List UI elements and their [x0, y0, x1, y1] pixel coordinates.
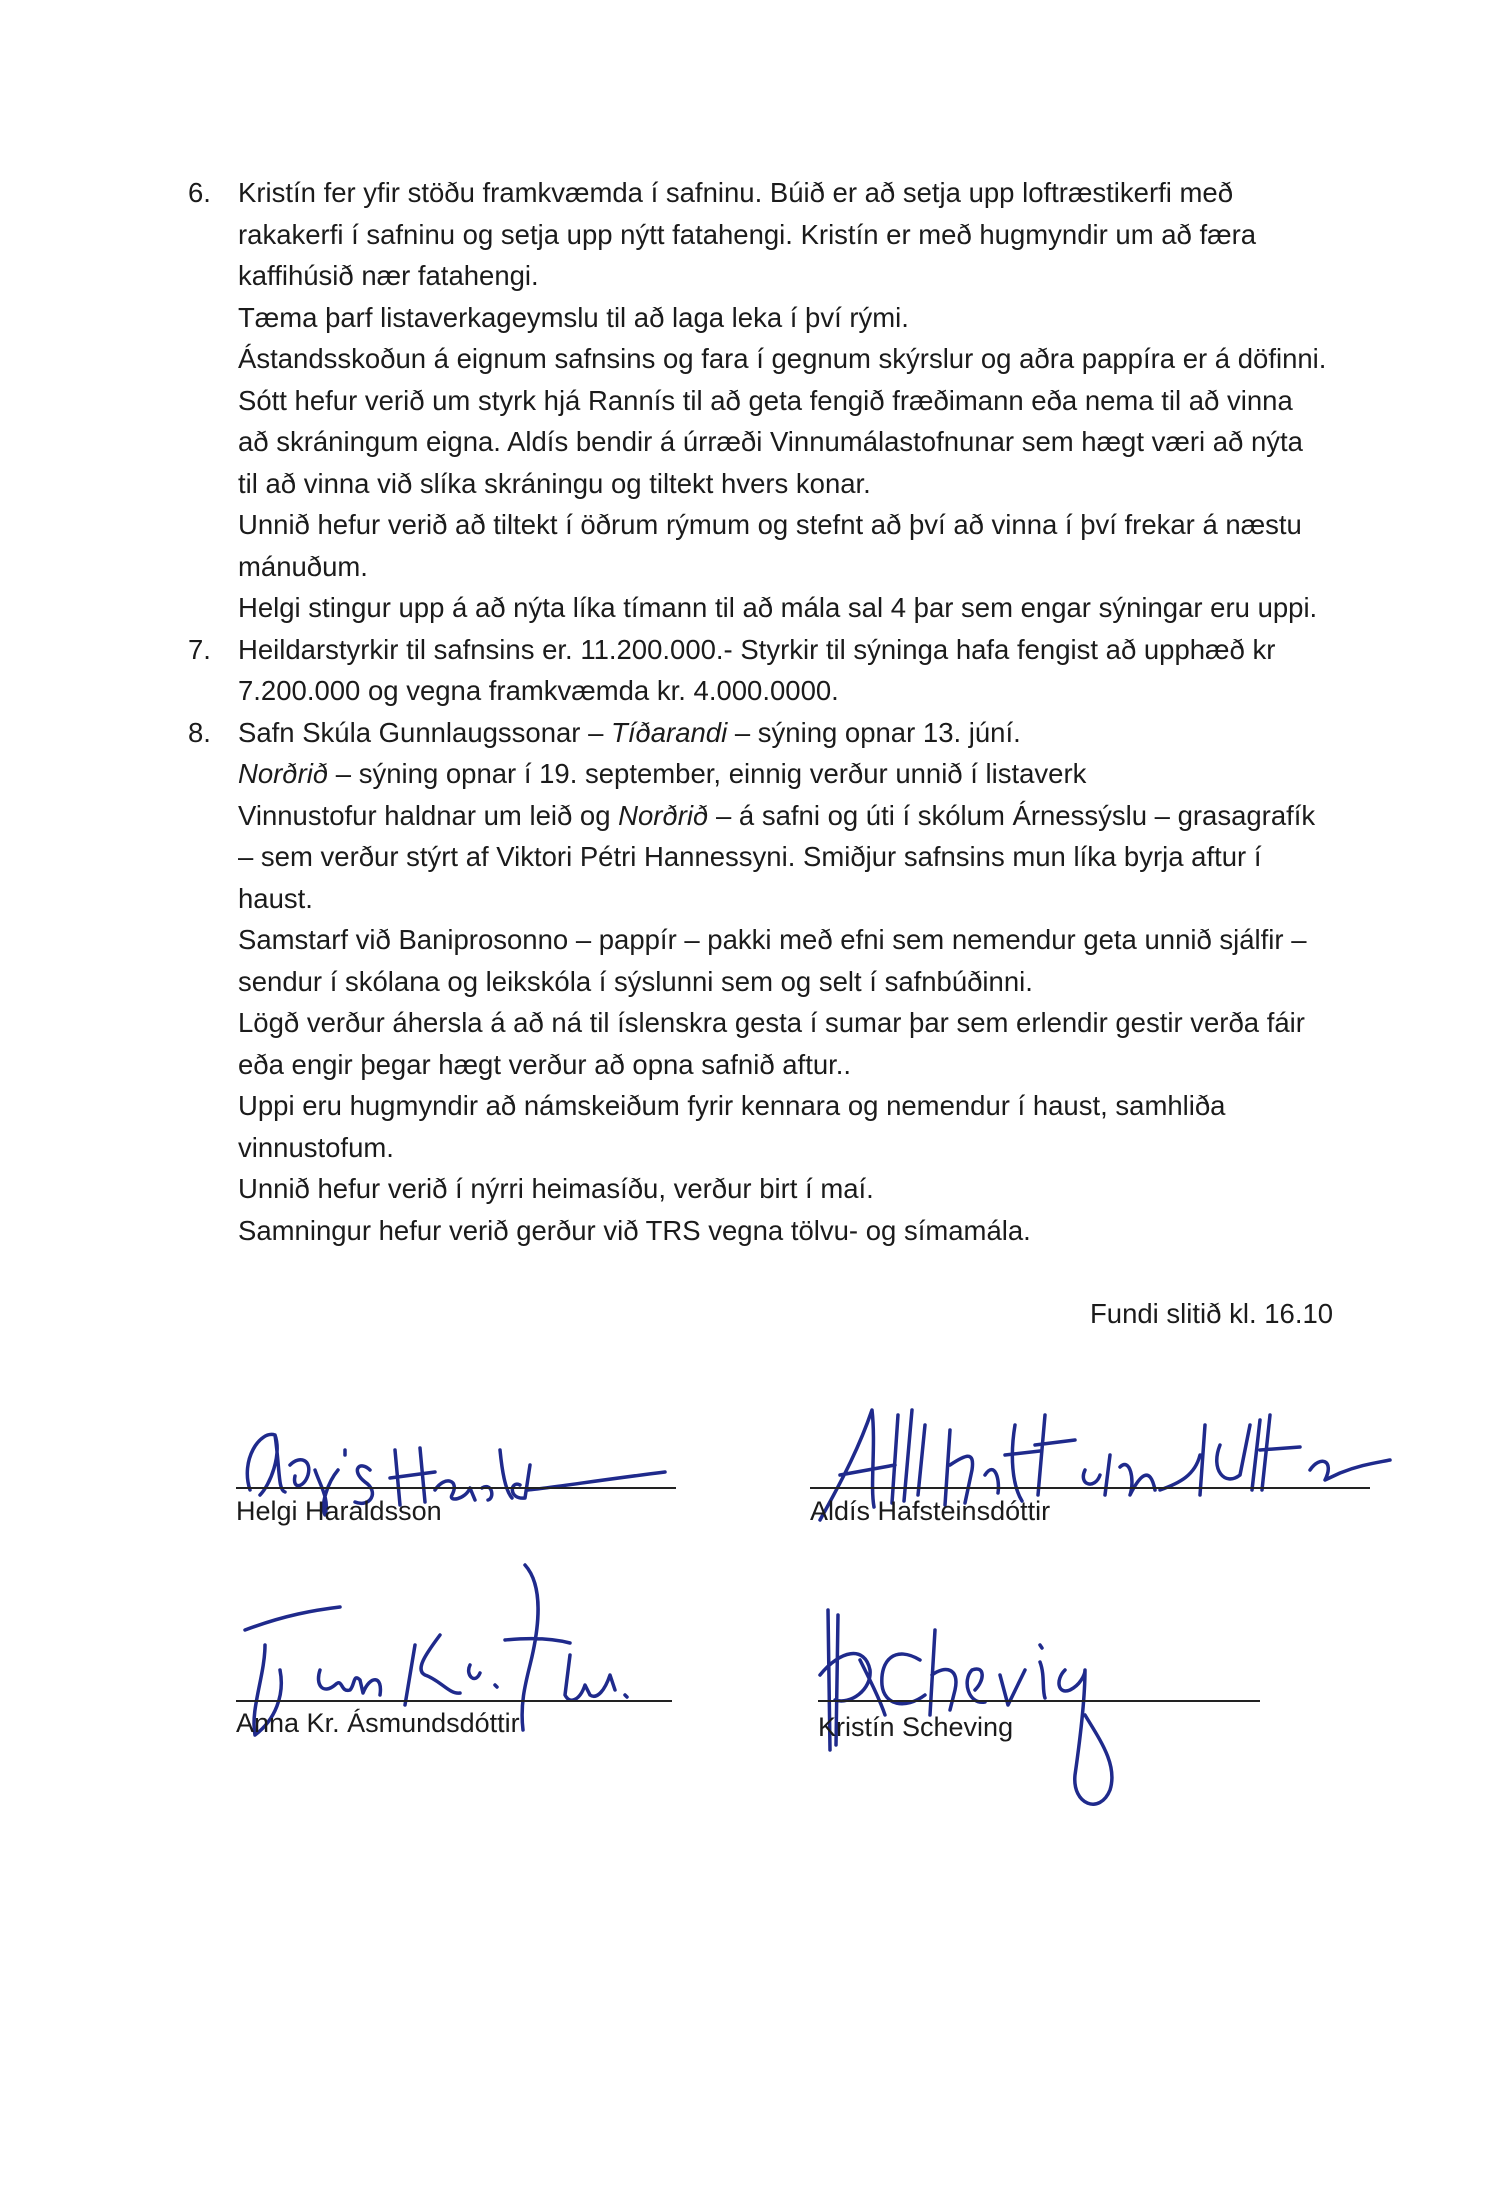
item-line: – sem verður stýrt af Viktori Pétri Hannessyni. Smiðjur safnsins mun líka byrja aftur í [238, 841, 1262, 872]
signature-kristin-scheving [800, 1590, 1190, 1820]
item-line: Uppi eru hugmyndir að námskeiðum fyrir kennara og nemendur í haust, samhliða [238, 1090, 1226, 1121]
signatory-name: Anna Kr. Ásmundsdóttir [236, 1708, 520, 1738]
exhibition-title: Norðrið [238, 758, 329, 789]
signatory-name: Kristín Scheving [818, 1712, 1014, 1742]
item-number: 7. [188, 633, 211, 665]
item-line: haust. [238, 882, 313, 914]
signature-line [236, 1700, 672, 1702]
item-line: Sótt hefur verið um styrk hjá Rannís til að geta fengið fræðimann eða nema til að vinna [238, 384, 1293, 416]
item-line: Kristín fer yfir stöðu framkvæmda í safninu. Búið er að setja upp loftræstikerfi með [238, 177, 1233, 208]
item-line: mánuðum. [238, 550, 368, 582]
item-line: sendur í skólana og leikskóla í sýslunni sem og selt í safnbúðinni. [238, 965, 1033, 997]
item-line: 7.200.000 og vegna framkvæmda kr. 4.000.0000. [238, 675, 839, 706]
text-run: Vinnustofur haldnar um leið og [238, 799, 619, 831]
item-line: vinnustofum. [238, 1131, 394, 1163]
item-line: Heildarstyrkir til safnsins er. 11.200.000.- Styrkir til sýninga hafa fengist að upphæð kr [238, 633, 1276, 665]
item-line: Helgi stingur upp á að nýta líka tímann til að mála sal 4 þar sem engar sýningar eru uppi. [238, 592, 1318, 623]
agenda-item-6 [188, 172, 1348, 629]
item-number: 6. [188, 177, 211, 208]
item-line: Samstarf við Baniprosonno – pappír – pakki með efni sem nemendur geta unnið sjálfir – [238, 924, 1307, 955]
agenda-item-8 [188, 712, 1348, 1252]
signature-line [236, 1487, 676, 1489]
item-line: til að vinna við slíka skráningu og tiltekt hvers konar. [238, 467, 871, 499]
item-number: 8. [188, 716, 211, 748]
signature-line [810, 1487, 1370, 1489]
text-run: – sýning opnar í 19. september, einnig verður unnið í listaverk [328, 758, 1087, 789]
item-line: Samningur hefur verið gerður við TRS vegna tölvu- og símamála. [238, 1214, 1031, 1246]
text-run: – á safni og úti í skólum Árnessýslu – grasagrafík [708, 799, 1316, 831]
exhibition-title: Tíðarandi [611, 716, 728, 748]
signatory-name: Helgi Haraldsson [236, 1496, 442, 1526]
exhibition-title: Norðrið [618, 799, 709, 831]
meeting-minutes [188, 172, 1348, 1251]
agenda-item-7 [188, 629, 1348, 712]
item-line: Lögð verður áhersla á að ná til íslenskra gesta í sumar þar sem erlendir gestir verða fáir [238, 1007, 1305, 1038]
item-line: Tæma þarf listaverkageymslu til að laga leka í því rými. [238, 301, 909, 333]
item-line [238, 753, 1348, 795]
item-line: Unnið hefur verið að tiltekt í öðrum rýmum og stefnt að því að vinna í því frekar á næstu [238, 509, 1302, 540]
text-run: Safn Skúla Gunnlaugssonar – [238, 716, 612, 748]
signatory-name: Aldís Hafsteinsdóttir [810, 1496, 1051, 1526]
text-run: – sýning opnar 13. júní. [727, 716, 1021, 748]
meeting-closed-note: Fundi slitið kl. 16.10 [1090, 1298, 1334, 1329]
item-line: eða engir þegar hægt verður að opna safnið aftur.. [238, 1048, 852, 1080]
signature-line [818, 1700, 1260, 1702]
item-line: rakakerfi í safninu og setja upp nýtt fatahengi. Kristín er með hugmyndir um að færa [238, 218, 1257, 250]
item-line: kaffihúsið nær fatahengi. [238, 260, 539, 291]
item-line [238, 795, 1348, 837]
item-line: Ástandsskoðun á eignum safnsins og fara í gegnum skýrslur og aðra pappíra er á döfinni. [238, 343, 1327, 374]
item-line: að skráningum eigna. Aldís bendir á úrræði Vinnumálastofnunar sem hægt væri að nýta [238, 426, 1303, 457]
item-line [238, 712, 1348, 754]
item-line: Unnið hefur verið í nýrri heimasíðu, verður birt í maí. [238, 1173, 874, 1204]
